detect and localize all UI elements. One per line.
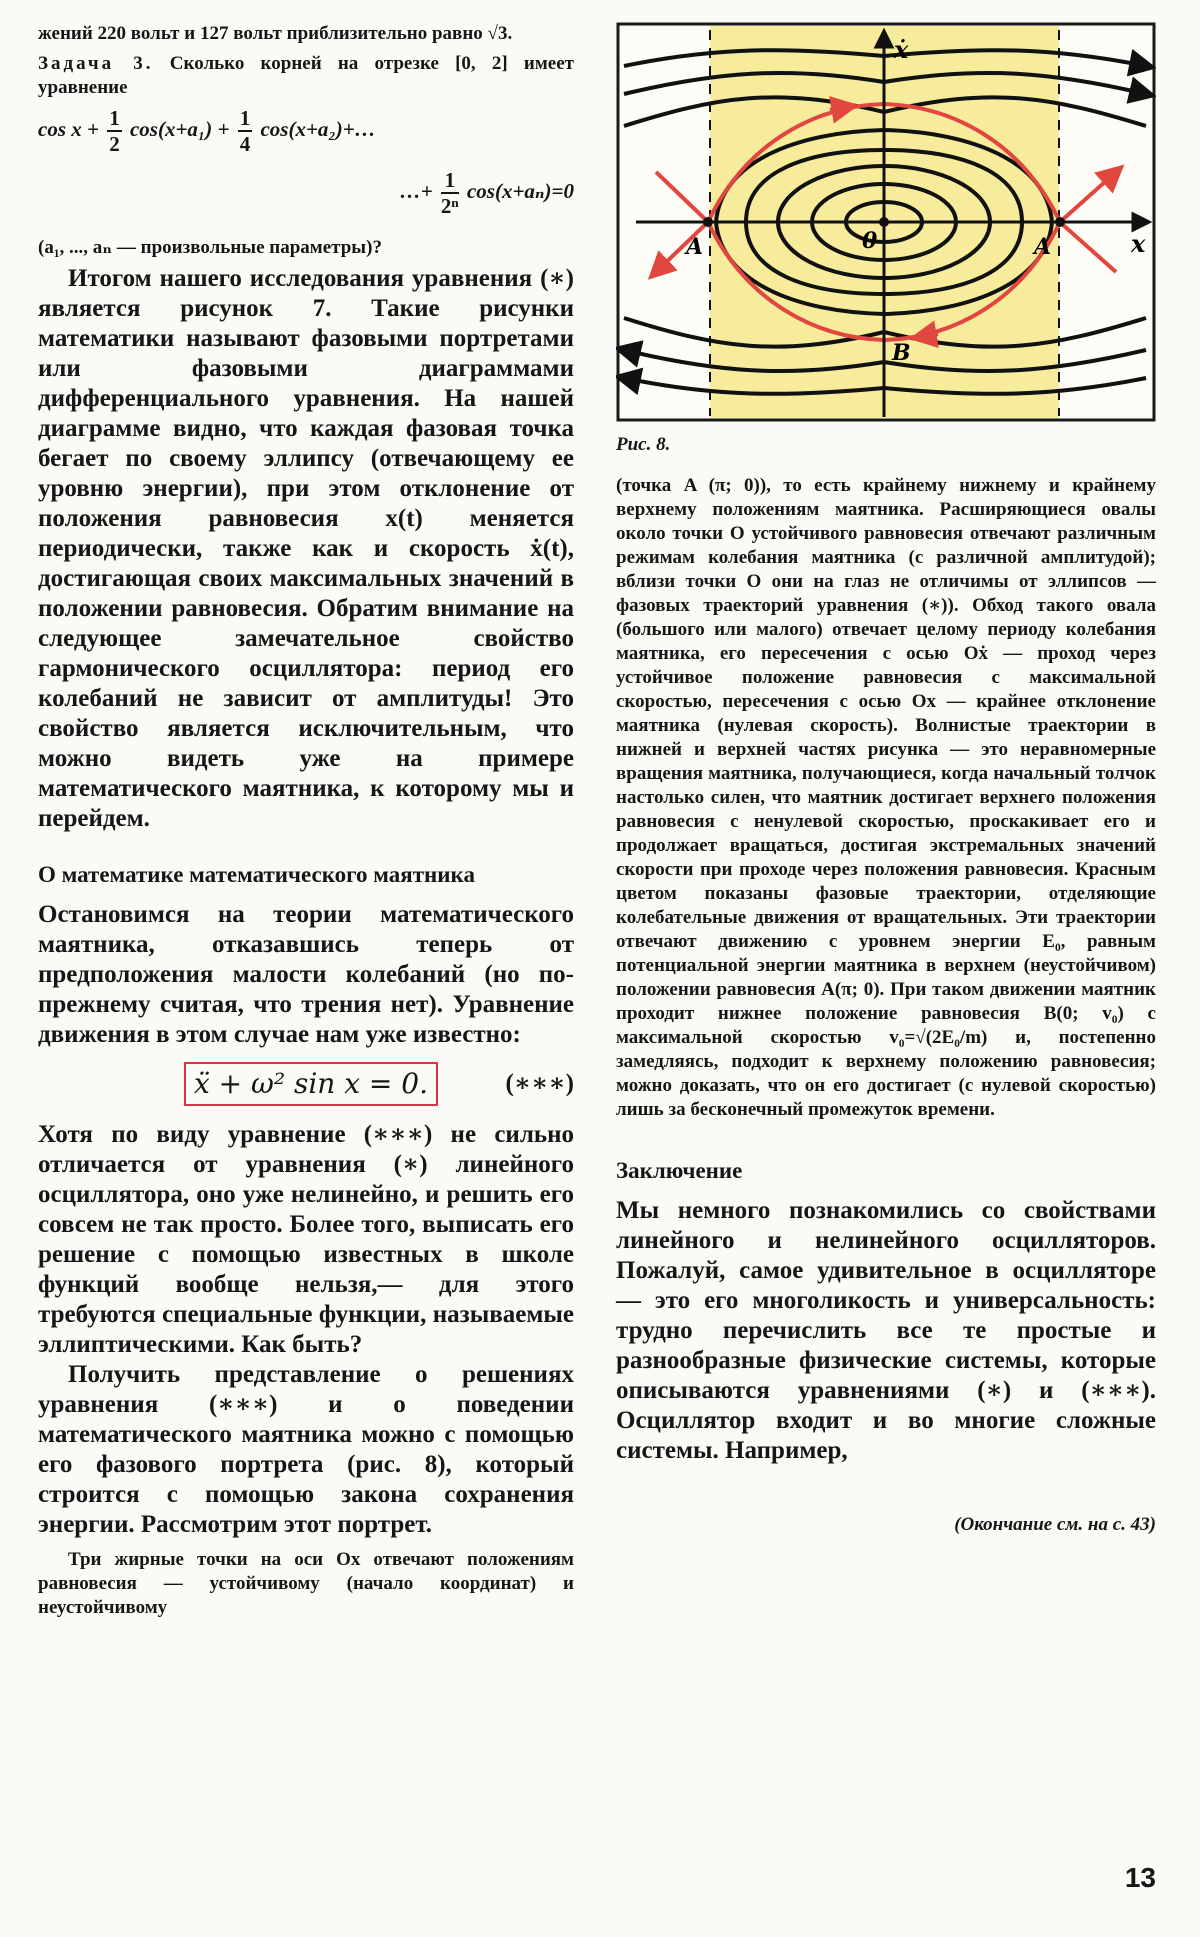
task-label: Задача 3. <box>38 53 154 74</box>
formula-line-1 <box>38 106 574 168</box>
fraction-quarter <box>238 106 253 156</box>
label-B: B <box>892 340 911 366</box>
page-number: 13 <box>1124 1862 1156 1893</box>
formula-line2-start: …+ <box>399 178 433 203</box>
params-note: (a₁, ..., aₙ — произвольные параметры)? <box>38 237 382 258</box>
frac1-den: 2 <box>109 132 120 156</box>
section-heading-conclusion: Заключение <box>616 1158 743 1183</box>
phase-portrait-svg <box>616 22 1156 422</box>
right-column <box>616 22 1156 1536</box>
task-3 <box>38 52 574 100</box>
formula-term3: cos(x+aₙ)=0 <box>466 178 574 203</box>
figure-caption: Рис. 8. <box>616 434 671 455</box>
paragraph-phase-portrait: Итогом нашего исследования уравнения (∗) является рисунок 7. Такие рисунки математики называют фазовыми портретами или фазовыми диаграммами дифференциального уравнения. На нашей диаграмме видно, что каждая фазовая точка бегает по своему эллипсу (отвечающему ее уровню энергии), при этом отклонение от положения равновесия x(t) меняется периодически, также как и скорость ẋ(t), достигающая своих максимальных значений в положении равновесия. Обратим внимание на следующее замечательное свойство гармонического осциллятора: период его колебаний не зависит от амплитуды! Это свойство является исключительным, что можно видеть уже на примере математического маятника, к которому мы и перейдем. <box>38 265 574 832</box>
label-A-right: A <box>1034 234 1052 260</box>
task-text: Сколько корней на отрезке [0, 2] имеет уравнение <box>38 53 574 98</box>
label-origin: 0 <box>862 228 878 254</box>
frac2-den: 4 <box>239 132 251 156</box>
boxed-equation: ẍ + ω² sin x = 0. <box>184 1062 438 1106</box>
section-heading-pendulum: О математике математического маятника <box>38 862 475 887</box>
frac3-num: 1 <box>441 168 459 194</box>
label-A-left: A <box>686 234 704 260</box>
label-x: x <box>1131 229 1146 258</box>
formula-line-2 <box>38 168 574 230</box>
frac2-num: 1 <box>239 106 251 130</box>
formula-term2: cos(x+a₂)+… <box>260 116 376 141</box>
point-origin <box>879 217 889 227</box>
paragraph-nonlinear: Хотя по виду уравнение (∗∗∗) не сильно отличается от уравнения (∗) линейного осциллятора, оно уже нелинейно, и решить его совсем не так просто. Более того, выписать его решение с помощью известных в школе функций вообще нельзя,— для этого требуются специальные функции, называемые эллиптическими. Как быть? <box>38 1121 574 1358</box>
paragraph-equilibria: Три жирные точки на оси Ox отвечают положениям равновесия — устойчивому (начало координат) и неустойчивому <box>38 1549 574 1618</box>
frac3-den: 2ⁿ <box>440 194 459 218</box>
point-A-left <box>703 217 713 227</box>
formula-cos: cos x + <box>38 116 99 141</box>
point-A-right <box>1055 217 1065 227</box>
paragraph-conclusion: Мы немного познакомились со свойствами линейного и нелинейного осцилляторов. Пожалуй, самое удивительное в осцилляторе — это его многоликость и универсальность: трудно перечислить все те простые и разнообразные физические системы, которые описываются уравнениями (∗) и (∗∗∗). Осциллятор входит и во многие сложные системы. Например, <box>616 1197 1156 1464</box>
figure-8 <box>616 22 1156 422</box>
task-formula <box>38 106 574 230</box>
frac1-num: 1 <box>109 106 120 130</box>
label-xdot: ẋ <box>894 35 909 64</box>
fraction-2n <box>441 168 459 218</box>
paragraph-portrait-intro: Получить представление о решениях уравнения (∗∗∗) и о поведении математического маятника можно с помощью его фазового портрета (рис. 8), который строится с помощью закона сохранения энергии. Рассмотрим этот портрет. <box>38 1361 574 1538</box>
paragraph-figure-description: (точка A (π; 0)), то есть крайнему нижнему и крайнему верхнему положениям маятника. Расширяющиеся овалы около точки O устойчивого равновесия отвечают различным режимам колебания маятника (с различной амплитудой); вблизи точки O они на глаз не отличимы от эллипсов — фазовых траекторий уравнения (∗)). Обход такого овала (большого или малого) отвечает целому периоду колебания маятника, его пересечения с осью Oẋ — проход через устойчивое положение равновесия с максимальной скоростью, пересечения с осью Ox — крайнее отклонение маятника (нулевая скорость). Волнистые траектории в нижней и верхней частях рисунка — это неравномерные вращения маятника, получающиеся, когда начальный толчок настолько силен, что маятник достигает верхнего положения равновесия с ненулевой скоростью, проскакивает его и продолжает вращаться, достигая экстремальных значений скорости при проходе через положения равновесия. Красным цветом показаны фазовые траектории, отделяющие колебательные движения от вращательных. Эти траектории отвечают движению с уровнем энергии E₀, равным потенциальной энергии маятника в верхнем (неустойчивом) положении равновесия A(π; 0). При таком движении маятник проходит нижнее положение равновесия B(0; v₀) с максимальной скоростью v₀=√(2E₀/m) и, постепенно замедляясь, подходит к верхнему положению равновесия; можно доказать, что он его достигает (с нулевой скоростью) лишь за бесконечный промежуток времени. <box>616 475 1156 1120</box>
continuation-note: (Окончание см. на с. 43) <box>954 1514 1156 1535</box>
paragraph-pendulum-theory: Остановимся на теории математического маятника, отказавшись теперь от предположения малости колебаний (но по-прежнему считая, что трения нет). Уравнение движения в этом случае нам уже известно: <box>38 901 574 1048</box>
equation-number: (∗∗∗) <box>505 1070 574 1097</box>
equation-row <box>38 1058 574 1112</box>
fraction-half <box>107 106 122 156</box>
intro-text: жений 220 вольт и 127 вольт приблизительно равно √3. <box>38 23 513 44</box>
formula-term1: cos(x+a₁) + <box>129 116 230 141</box>
left-column <box>38 22 574 1620</box>
